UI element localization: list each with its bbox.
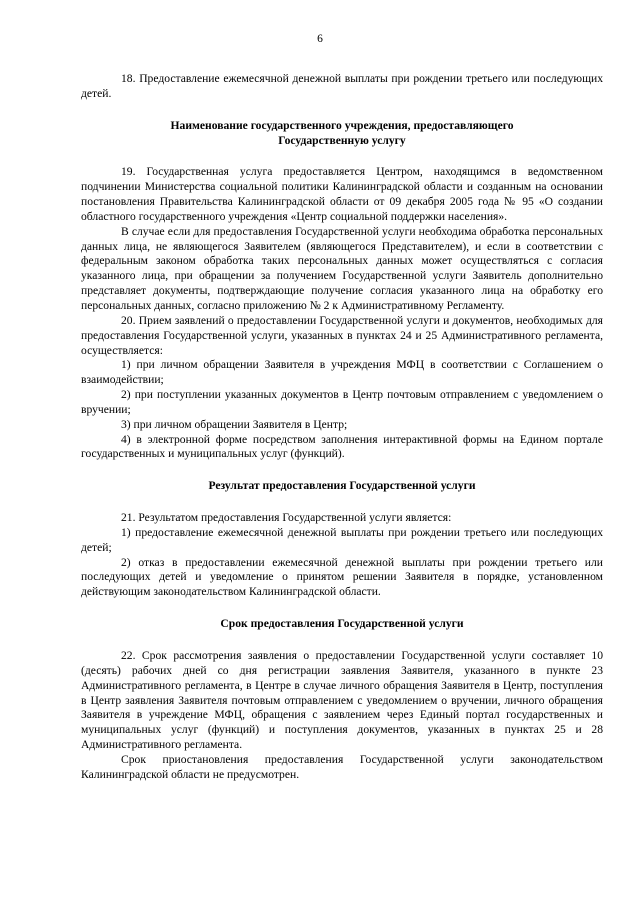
paragraph-20: 20. Прием заявлений о предоставлении Государственной услуги и документов, необходимых для предоставления Государственной услуги, указанных в пунктах 24 и 25 Административного регламента, осуществляется: xyxy=(81,313,603,357)
paragraph-suspension: Срок приостановления предоставления Государственной услуги законодательством Калининградской области не предусмотрен. xyxy=(81,752,603,781)
paragraph-22: 22. Срок рассмотрения заявления о предоставлении Государственной услуги составляет 10 (десять) рабочих дней со дня регистрации заявления Заявителя, указанного в пункте 23 Административного регламента, в Центре в случае личного обращения Заявителя в Центр, поступления в Центр заявления Заявителя почтовым отправлением с уведомлением о вручении, личного обращения Заявителя в учреждение МФЦ, обращения с заявлением через Единый портал государственных и муниципальных услуг (функций) и поступления документов, указанных в пунктах 25 и 28 Административного регламента. xyxy=(81,649,603,752)
heading-institution: Наименование государственного учреждения, предоставляющего Государственную услугу xyxy=(170,118,514,147)
list-item-20-3: 3) при личном обращении Заявителя в Центр; xyxy=(121,417,348,431)
list-item-20-1: 1) при личном обращении Заявителя в учреждения МФЦ в соответствии с Соглашением о взаимодействии; xyxy=(81,358,603,387)
list-item-21-1: 1) предоставление ежемесячной денежной выплаты при рождении третьего или последующих детей; xyxy=(81,525,603,554)
paragraph-personal-data: В случае если для предоставления Государственной услуги необходима обработка персональных данных лица, не являющегося Заявителем (являющегося Представителем), и если в соответствии с федеральным законом обработка таких персональных данных может осуществляться с согласия указанного лица, при обращении за получением Государственной услуги Заявитель дополнительно представляет документы, подтверждающие получение согласия указанного лица на обработку его персональных данных, согласно приложению № 2 к Административному Регламенту. xyxy=(81,224,603,312)
heading-term: Срок предоставления Государственной услуги xyxy=(220,617,464,631)
list-item-20-4: 4) в электронной форме посредством заполнения интерактивной формы на Едином портале государственных и муниципальных услуг (функций). xyxy=(81,432,603,461)
heading-result: Результат предоставления Государственной услуги xyxy=(208,479,476,493)
list-item-20-2: 2) при поступлении указанных документов в Центр почтовым отправлением с уведомлением о вручении; xyxy=(81,388,603,416)
document-body xyxy=(81,72,603,783)
page-number: 6 xyxy=(317,33,323,45)
list-item-21-2: 2) отказ в предоставлении ежемесячной денежной выплаты при рождении третьего или последующих детей и уведомление о принятом решении Заявителя в порядке, установленном действующим законодательством Калининградской области. xyxy=(81,555,603,599)
paragraph-18: 18. Предоставление ежемесячной денежной выплаты при рождении третьего или последующих детей. xyxy=(81,72,603,100)
paragraph-19: 19. Государственная услуга предоставляется Центром, находящимся в ведомственном подчинении Министерства социальной политики Калининградской области и созданным на основании постановления Правительства Калининградской области от 09 декабря 2005 года № 95 «О создании областного государственного учреждения «Центр социальной поддержки населения». xyxy=(81,165,603,223)
paragraph-21: 21. Результатом предоставления Государственной услуги является: xyxy=(121,511,452,525)
